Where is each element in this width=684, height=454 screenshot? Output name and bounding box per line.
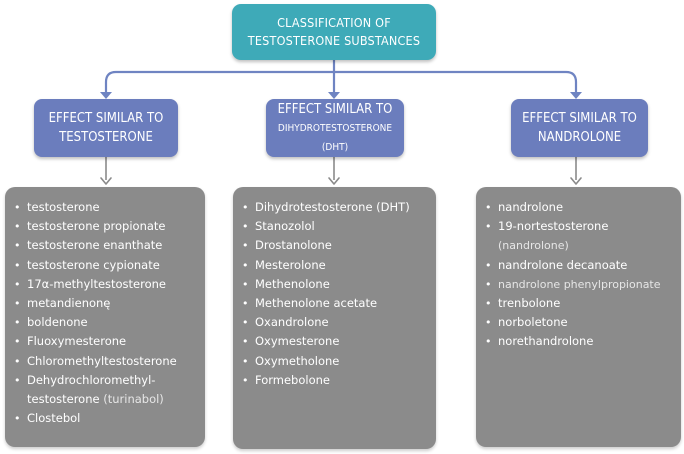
category-heading-line-2: NANDROLONE bbox=[537, 130, 622, 145]
list-item: • 19-nortestosterone (nandrolone) bbox=[485, 217, 681, 255]
list-item: • testosterone cypionate bbox=[14, 256, 205, 275]
list-item: • Oxymesterone bbox=[242, 332, 436, 351]
category-heading-line-2: TESTOSTERONE bbox=[59, 130, 153, 145]
list-item: • testosterone propionate bbox=[14, 217, 205, 236]
title-box bbox=[232, 4, 436, 60]
list-item: • metandienonę bbox=[14, 294, 205, 313]
list-item: • Oxandrolone bbox=[242, 313, 436, 332]
list-item: • nandrolone bbox=[485, 198, 681, 217]
category-heading-line-1: EFFECT SIMILAR TO bbox=[277, 101, 393, 117]
list-item: • Formebolone bbox=[242, 371, 436, 390]
list-item: • Methenolone bbox=[242, 275, 436, 294]
arrowhead-cat-1 bbox=[100, 92, 112, 99]
list-item: • boldenone bbox=[14, 313, 205, 332]
list-item: • Chloromethyltestosterone bbox=[14, 352, 205, 371]
category-box-testosterone bbox=[34, 99, 178, 157]
category-heading-line-1: EFFECT SIMILAR TO bbox=[48, 111, 164, 126]
list-item: • nandrolone decanoate bbox=[485, 256, 681, 275]
list-item: • testosterone bbox=[14, 198, 205, 217]
substance-list-dht bbox=[233, 187, 436, 449]
substance-list-nandrolone bbox=[476, 187, 681, 447]
title-line-2: TESTOSTERONE SUBSTANCES bbox=[247, 33, 421, 48]
arrowhead-cat-2 bbox=[328, 92, 340, 99]
branch-line-left bbox=[106, 72, 334, 94]
list-item: • nandrolone phenylpropionate bbox=[485, 275, 681, 294]
list-item: • Dihydrotestosterone (DHT) bbox=[242, 198, 436, 217]
list-item: • Methenolone acetate bbox=[242, 294, 436, 313]
list-item: • norethandrolone bbox=[485, 332, 681, 351]
list-item: • testosterone enanthate bbox=[14, 236, 205, 255]
branch-line-right bbox=[334, 72, 576, 94]
list-item: • Oxymetholone bbox=[242, 352, 436, 371]
list-item: • Drostanolone bbox=[242, 236, 436, 255]
list-item: • 17α-methyltestosterone bbox=[14, 275, 205, 294]
list-item: • Stanozolol bbox=[242, 217, 436, 236]
list-item: • Clostebol bbox=[14, 409, 205, 428]
list-item: • Dehydrochloromethyl- testosterone (turinabol) bbox=[14, 371, 205, 409]
list-item: • norboletone bbox=[485, 313, 681, 332]
list-item: • trenbolone bbox=[485, 294, 681, 313]
category-heading-line-1: EFFECT SIMILAR TO bbox=[522, 111, 637, 126]
list-item: • Fluoxymesterone bbox=[14, 332, 205, 351]
category-heading-line-2: DIHYDROTESTOSTERONE (DHT) bbox=[277, 122, 393, 153]
category-box-nandrolone bbox=[511, 99, 648, 157]
substance-list-testosterone bbox=[5, 187, 205, 447]
list-item: • Mesterolone bbox=[242, 256, 436, 275]
arrowhead-cat-3 bbox=[570, 92, 582, 99]
title-line-1: CLASSIFICATION OF bbox=[277, 15, 391, 30]
category-box-dht bbox=[266, 99, 404, 157]
